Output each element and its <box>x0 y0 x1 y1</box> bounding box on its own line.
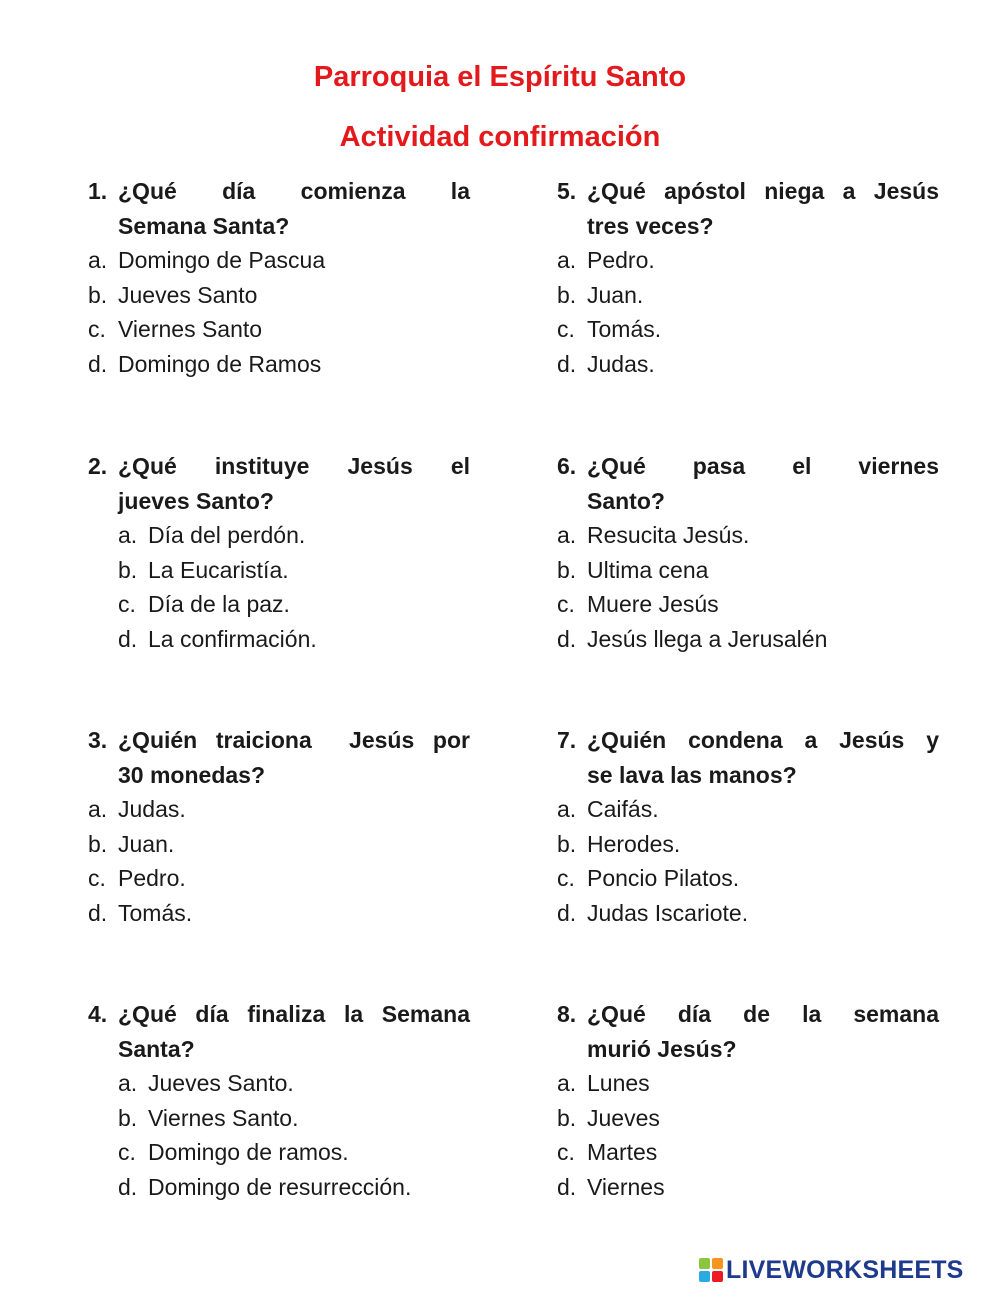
option-text: Martes <box>587 1139 658 1166</box>
answer-option[interactable] <box>88 1066 470 1101</box>
answer-options <box>557 1066 939 1204</box>
option-letter: a. <box>557 247 577 274</box>
answer-options <box>557 243 939 381</box>
option-letter: a. <box>557 1070 577 1097</box>
answer-option[interactable] <box>88 347 470 382</box>
question-line: murió Jesús? <box>587 1035 737 1062</box>
option-text: Resucita Jesús. <box>587 522 750 549</box>
answer-options <box>88 1066 470 1204</box>
question-number: 4. <box>88 1001 108 1027</box>
option-text: Judas. <box>118 796 186 823</box>
question-line: Santo? <box>587 487 665 514</box>
option-text: Ultima cena <box>587 556 709 583</box>
liveworksheets-logo-icon <box>699 1258 723 1282</box>
answer-option[interactable] <box>88 553 470 588</box>
option-text: Jueves Santo <box>118 281 258 308</box>
logo-square <box>712 1271 723 1282</box>
option-letter: b. <box>557 281 577 308</box>
option-text: Jueves <box>587 1104 660 1131</box>
option-letter: b. <box>118 1104 138 1131</box>
option-text: La Eucaristía. <box>148 556 289 583</box>
option-letter: d. <box>557 350 577 377</box>
option-text: Juan. <box>587 281 644 308</box>
answer-option[interactable] <box>557 1066 939 1101</box>
option-text: Domingo de ramos. <box>148 1139 349 1166</box>
question-number: 6. <box>557 453 577 479</box>
option-text: Domingo de resurrección. <box>148 1173 412 1200</box>
option-letter: a. <box>557 522 577 549</box>
option-text: Tomás. <box>118 899 193 926</box>
option-text: Viernes <box>587 1173 665 1200</box>
question-line: tres veces? <box>587 212 714 239</box>
option-text: Día del perdón. <box>148 522 306 549</box>
option-letter: d. <box>557 899 577 926</box>
answer-options <box>557 792 939 930</box>
option-letter: b. <box>118 556 138 583</box>
option-text: Judas. <box>587 350 655 377</box>
option-letter: c. <box>88 865 106 892</box>
logo-square <box>699 1258 710 1269</box>
option-letter: b. <box>557 1104 577 1131</box>
brand-text: LIVEWORKSHEETS <box>726 1255 964 1284</box>
answer-options <box>88 518 470 656</box>
question-text <box>557 723 939 792</box>
answer-option[interactable] <box>557 347 939 382</box>
option-text: Juan. <box>118 830 175 857</box>
answer-options <box>88 792 470 930</box>
option-text: Judas Iscariote. <box>587 899 749 926</box>
option-text: Poncio Pilatos. <box>587 865 740 892</box>
question-1 <box>88 174 470 382</box>
answer-option[interactable] <box>557 1135 939 1170</box>
question-3 <box>88 723 470 931</box>
option-letter: d. <box>557 1173 577 1200</box>
answer-option[interactable] <box>557 896 939 931</box>
option-letter: d. <box>118 1173 138 1200</box>
question-5 <box>557 174 939 382</box>
answer-option[interactable] <box>557 1170 939 1205</box>
option-text: Pedro. <box>587 247 655 274</box>
question-7 <box>557 723 939 931</box>
option-letter: c. <box>557 865 575 892</box>
answer-option[interactable] <box>88 243 470 278</box>
option-letter: c. <box>557 591 575 618</box>
question-2 <box>88 449 470 657</box>
option-letter: b. <box>557 830 577 857</box>
answer-option[interactable] <box>557 792 939 827</box>
question-text <box>88 997 470 1066</box>
answer-option[interactable] <box>557 587 939 622</box>
question-line: jueves Santo? <box>118 487 274 514</box>
option-letter: a. <box>557 796 577 823</box>
question-number: 8. <box>557 1001 577 1027</box>
question-4 <box>88 997 470 1205</box>
answer-option[interactable] <box>88 1135 470 1170</box>
answer-option[interactable] <box>557 312 939 347</box>
option-text: Caifás. <box>587 796 659 823</box>
option-text: Lunes <box>587 1070 650 1097</box>
option-letter: c. <box>88 316 106 343</box>
answer-options <box>557 518 939 656</box>
option-text: Viernes Santo. <box>148 1104 299 1131</box>
option-letter: c. <box>557 316 575 343</box>
answer-option[interactable] <box>88 312 470 347</box>
option-letter: b. <box>88 830 108 857</box>
question-line: ¿Quién condena a Jesús y <box>587 727 939 753</box>
question-text <box>557 449 939 518</box>
question-text <box>88 723 470 792</box>
question-line: ¿Qué día finaliza la Semana <box>118 1001 470 1027</box>
option-text: Muere Jesús <box>587 591 719 618</box>
answer-option[interactable] <box>88 792 470 827</box>
answer-option[interactable] <box>557 278 939 313</box>
answer-option[interactable] <box>557 243 939 278</box>
option-letter: a. <box>118 522 138 549</box>
question-line: ¿Qué apóstol niega a Jesús <box>587 178 939 204</box>
answer-option[interactable] <box>88 622 470 657</box>
answer-option[interactable] <box>557 861 939 896</box>
question-number: 2. <box>88 453 108 479</box>
answer-option[interactable] <box>88 827 470 862</box>
answer-option[interactable] <box>557 622 939 657</box>
answer-option[interactable] <box>557 518 939 553</box>
option-letter: a. <box>118 1070 138 1097</box>
question-number: 7. <box>557 727 577 753</box>
answer-option[interactable] <box>88 1170 470 1205</box>
answer-option[interactable] <box>88 861 470 896</box>
question-text <box>557 174 939 243</box>
question-line: ¿Quién traiciona Jesús por <box>118 727 470 753</box>
answer-options <box>88 243 470 381</box>
option-text: Viernes Santo <box>118 316 263 343</box>
option-text: La confirmación. <box>148 625 317 652</box>
option-letter: b. <box>88 281 108 308</box>
page-subtitle: Actividad confirmación <box>339 121 661 153</box>
answer-option[interactable] <box>557 827 939 862</box>
option-text: Jueves Santo. <box>148 1070 294 1097</box>
option-text: Jesús llega a Jerusalén <box>587 625 828 652</box>
option-text: Domingo de Ramos <box>118 350 322 377</box>
question-text <box>88 449 470 518</box>
answer-option[interactable] <box>557 1101 939 1136</box>
option-letter: d. <box>557 625 577 652</box>
question-text <box>88 174 470 243</box>
option-letter: d. <box>88 899 108 926</box>
question-line: Santa? <box>118 1035 195 1062</box>
answer-option[interactable] <box>557 553 939 588</box>
answer-option[interactable] <box>88 518 470 553</box>
page-title: Parroquia el Espíritu Santo <box>313 61 687 93</box>
liveworksheets-branding[interactable] <box>699 1254 994 1286</box>
logo-square <box>699 1271 710 1282</box>
option-letter: c. <box>557 1139 575 1166</box>
option-letter: c. <box>118 1139 136 1166</box>
option-text: Domingo de Pascua <box>118 247 326 274</box>
option-letter: d. <box>118 625 138 652</box>
question-line: se lava las manos? <box>587 761 797 788</box>
question-number: 5. <box>557 178 577 204</box>
question-line: ¿Qué instituye Jesús el <box>118 453 470 479</box>
option-letter: a. <box>88 796 108 823</box>
answer-option[interactable] <box>88 278 470 313</box>
question-8 <box>557 997 939 1205</box>
option-letter: b. <box>557 556 577 583</box>
question-6 <box>557 449 939 657</box>
question-line: 30 monedas? <box>118 761 265 788</box>
option-text: Pedro. <box>118 865 186 892</box>
question-line: ¿Qué pasa el viernes <box>587 453 939 479</box>
answer-option[interactable] <box>88 1101 470 1136</box>
option-text: Tomás. <box>587 316 662 343</box>
option-letter: d. <box>88 350 108 377</box>
question-line: ¿Qué día comienza la <box>118 178 470 204</box>
question-number: 1. <box>88 178 108 204</box>
question-line: ¿Qué día de la semana <box>587 1001 939 1027</box>
question-text <box>557 997 939 1066</box>
option-text: Día de la paz. <box>148 591 290 618</box>
answer-option[interactable] <box>88 587 470 622</box>
answer-option[interactable] <box>88 896 470 931</box>
question-number: 3. <box>88 727 108 753</box>
logo-square <box>712 1258 723 1269</box>
question-line: Semana Santa? <box>118 212 290 239</box>
option-letter: c. <box>118 591 136 618</box>
option-letter: a. <box>88 247 108 274</box>
option-text: Herodes. <box>587 830 681 857</box>
